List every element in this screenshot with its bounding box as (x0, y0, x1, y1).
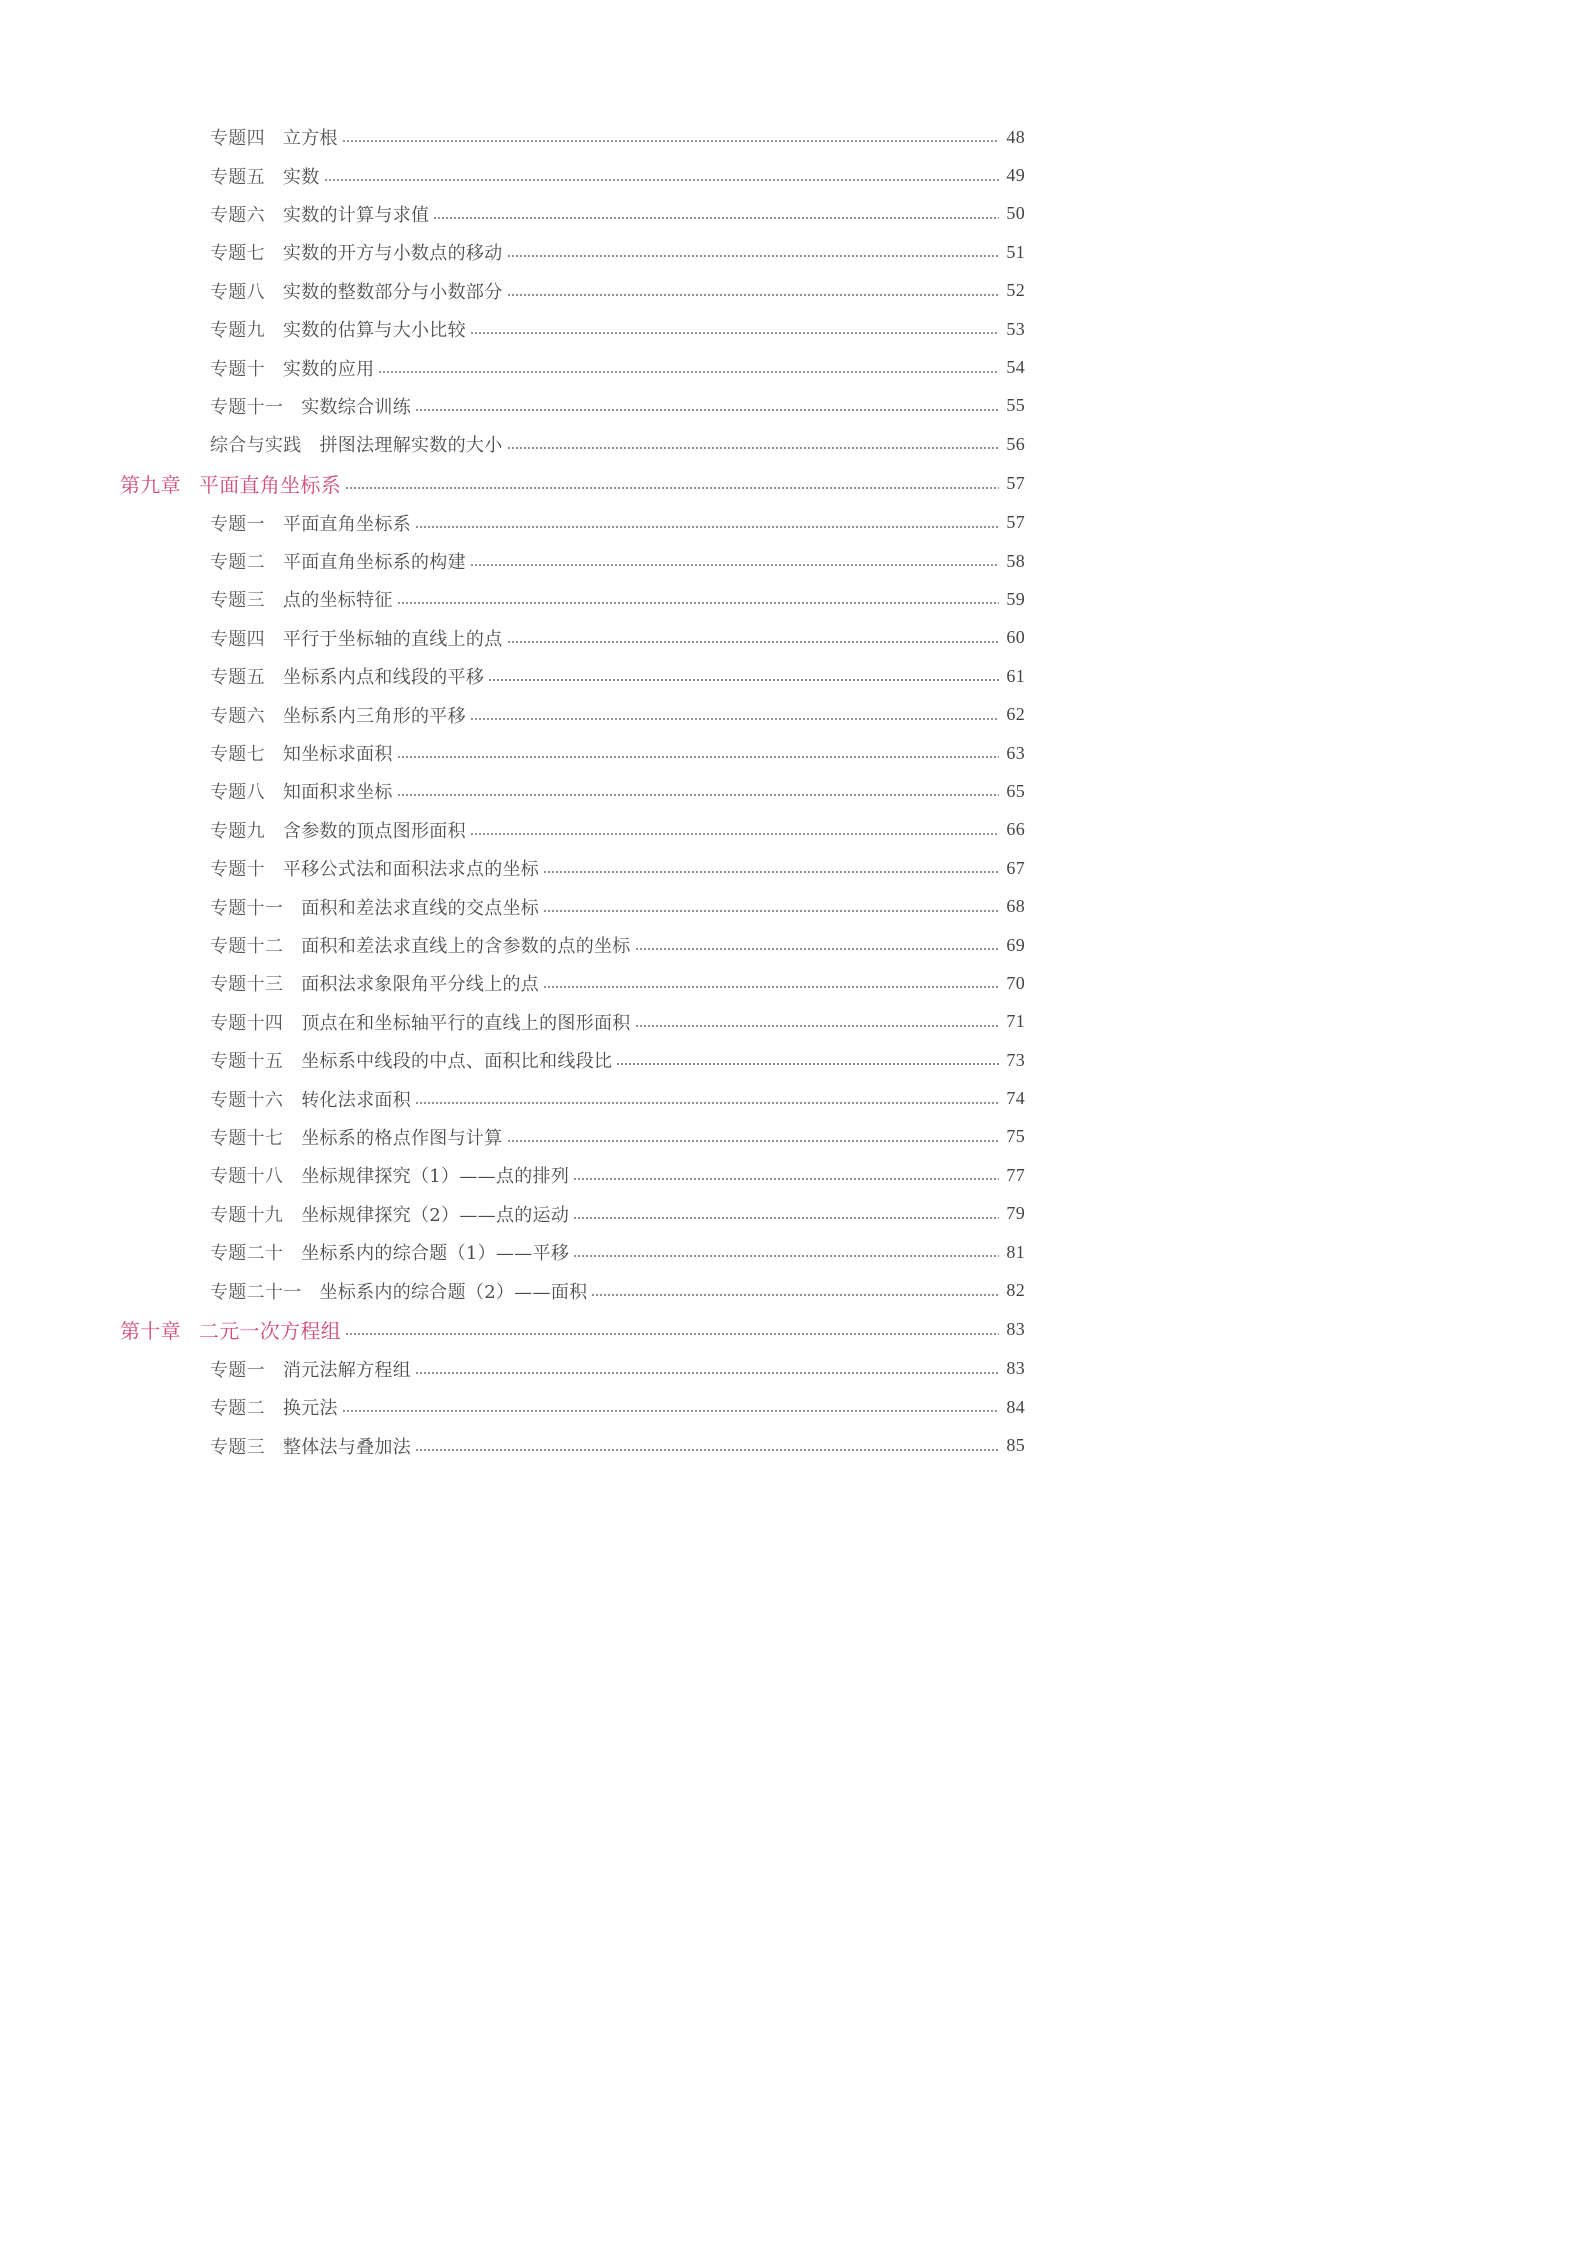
dot-leader (470, 718, 999, 720)
toc-section-entry (120, 580, 1025, 618)
page-number: 71 (1006, 1011, 1025, 1032)
dot-leader (415, 1102, 999, 1104)
section-number: 专题十七 (210, 1127, 284, 1149)
section-number: 专题八 (210, 782, 265, 804)
page-number: 56 (1006, 433, 1025, 454)
page-number: 84 (1006, 1396, 1025, 1417)
section-number: 专题十三 (210, 974, 284, 996)
section-title: 实数的估算与大小比较 (282, 320, 466, 342)
toc-section-entry (120, 926, 1025, 964)
page-number: 85 (1006, 1435, 1025, 1456)
page-number: 50 (1006, 203, 1025, 224)
toc-section-entry (120, 387, 1025, 425)
section-title: 实数的计算与求值 (282, 204, 430, 226)
dot-leader (635, 1025, 999, 1027)
dot-leader (543, 871, 999, 873)
toc-section-entry (120, 1156, 1025, 1194)
toc-section-entry (120, 811, 1025, 849)
section-title: 转化法求面积 (301, 1089, 412, 1111)
page-number: 52 (1006, 280, 1025, 301)
page-number: 74 (1006, 1088, 1025, 1109)
section-number: 专题十九 (210, 1204, 284, 1226)
page-number: 70 (1006, 972, 1025, 993)
toc-section-entry (120, 964, 1025, 1002)
page-number: 81 (1006, 1241, 1025, 1262)
toc-section-entry (120, 504, 1025, 542)
section-number: 专题十一 (210, 396, 284, 418)
dot-leader (470, 833, 999, 835)
section-number: 专题三 (210, 590, 265, 612)
toc-section-entry (120, 887, 1025, 925)
section-title: 消元法解方程组 (282, 1359, 412, 1381)
section-title: 拼图法理解实数的大小 (319, 435, 503, 457)
section-title: 实数的整数部分与小数部分 (282, 281, 503, 303)
dot-leader (507, 255, 999, 257)
page-number: 83 (1006, 1358, 1025, 1379)
dot-leader (342, 140, 999, 142)
toc-section-entry (120, 1427, 1025, 1465)
toc-section-entry (120, 772, 1025, 810)
section-number: 专题十六 (210, 1089, 284, 1111)
document-page (0, 0, 1120, 1586)
dot-leader (543, 910, 999, 912)
page-number: 57 (1006, 473, 1025, 494)
section-number: 专题二十一 (210, 1281, 302, 1303)
section-title: 知面积求坐标 (282, 782, 393, 804)
page-number: 75 (1006, 1126, 1025, 1147)
chapter-title: 平面直角坐标系 (198, 473, 342, 498)
section-number: 专题十 (210, 859, 265, 881)
section-title: 平移公式法和面积法求点的坐标 (282, 859, 540, 881)
dot-leader (397, 756, 999, 758)
table-of-contents (120, 118, 1025, 1465)
section-title: 平面直角坐标系 (282, 513, 412, 535)
toc-section-entry (120, 657, 1025, 695)
section-title: 坐标系内三角形的平移 (282, 705, 466, 727)
dot-leader (507, 1140, 999, 1142)
page-number: 79 (1006, 1203, 1025, 1224)
section-number: 专题八 (210, 281, 265, 303)
dot-leader (573, 1217, 999, 1219)
dot-leader (507, 294, 999, 296)
toc-section-entry (120, 1003, 1025, 1041)
section-title: 立方根 (282, 128, 338, 150)
toc-section-entry (120, 233, 1025, 271)
section-title: 坐标规律探究（1）——点的排列 (301, 1166, 570, 1188)
toc-chapter-entry (120, 464, 1025, 504)
page-number: 61 (1006, 665, 1025, 686)
section-title: 知坐标求面积 (282, 744, 393, 766)
section-number: 专题九 (210, 320, 265, 342)
chapter-title: 二元一次方程组 (198, 1319, 342, 1344)
dot-leader (573, 1255, 999, 1257)
dot-leader (415, 1449, 999, 1451)
toc-section-entry (120, 849, 1025, 887)
page-number: 60 (1006, 627, 1025, 648)
section-title: 含参数的顶点图形面积 (282, 820, 466, 842)
section-number: 专题六 (210, 705, 265, 727)
toc-section-entry (120, 619, 1025, 657)
section-title: 面积和差法求直线上的含参数的点的坐标 (301, 936, 631, 957)
dot-leader (324, 179, 999, 181)
page-number: 54 (1006, 357, 1025, 378)
dot-leader (507, 641, 999, 643)
dot-leader (470, 332, 999, 334)
dot-leader (635, 948, 999, 950)
section-number: 专题四 (210, 128, 265, 150)
section-number: 专题一 (210, 1359, 265, 1381)
section-number: 专题三 (210, 1436, 265, 1458)
section-title: 平行于坐标轴的直线上的点 (282, 628, 503, 650)
toc-section-entry (120, 734, 1025, 772)
page-number: 68 (1006, 896, 1025, 917)
section-title: 点的坐标特征 (282, 590, 393, 612)
chapter-number: 第九章 (120, 473, 181, 498)
page-number: 55 (1006, 395, 1025, 416)
page-number: 53 (1006, 318, 1025, 339)
dot-leader (470, 564, 999, 566)
section-title: 实数综合训练 (301, 396, 412, 418)
page-number: 57 (1006, 512, 1025, 533)
toc-section-entry (120, 1350, 1025, 1388)
page-number: 66 (1006, 819, 1025, 840)
section-number: 专题七 (210, 744, 265, 766)
toc-section-entry (120, 1233, 1025, 1271)
page-number: 62 (1006, 704, 1025, 725)
toc-section-entry (120, 118, 1025, 156)
page-number: 51 (1006, 241, 1025, 262)
dot-leader (488, 679, 999, 681)
section-number: 专题十八 (210, 1166, 284, 1188)
section-number: 专题十 (210, 358, 265, 380)
page-number: 65 (1006, 780, 1025, 801)
section-title: 实数 (282, 166, 320, 188)
toc-section-entry (120, 348, 1025, 386)
section-number: 专题五 (210, 166, 265, 188)
section-number: 专题十五 (210, 1051, 284, 1073)
toc-section-entry (120, 1195, 1025, 1233)
page-number: 77 (1006, 1164, 1025, 1185)
section-number: 专题六 (210, 204, 265, 226)
section-number: 专题五 (210, 667, 265, 689)
page-number: 59 (1006, 588, 1025, 609)
section-number: 专题十二 (210, 936, 284, 957)
toc-section-entry (120, 1079, 1025, 1117)
toc-section-entry (120, 156, 1025, 194)
section-title: 实数的开方与小数点的移动 (282, 243, 503, 265)
dot-leader (397, 602, 999, 604)
section-number: 专题二十 (210, 1243, 284, 1265)
toc-section-entry (120, 542, 1025, 580)
page-number: 67 (1006, 857, 1025, 878)
section-title: 坐标规律探究（2）——点的运动 (301, 1204, 570, 1226)
dot-leader (543, 986, 999, 988)
dot-leader (345, 487, 999, 489)
toc-section-entry (120, 1118, 1025, 1156)
section-number: 专题二 (210, 552, 265, 574)
section-title: 顶点在和坐标轴平行的直线上的图形面积 (301, 1012, 631, 1034)
section-number: 专题七 (210, 243, 265, 265)
toc-section-entry (120, 195, 1025, 233)
section-title: 坐标系的格点作图与计算 (301, 1127, 503, 1149)
dot-leader (415, 409, 999, 411)
dot-leader (573, 1178, 999, 1180)
page-number: 73 (1006, 1049, 1025, 1070)
page-number: 82 (1006, 1280, 1025, 1301)
section-title: 面积法求象限角平分线上的点 (301, 974, 540, 996)
toc-section-entry (120, 425, 1025, 463)
toc-chapter-entry (120, 1310, 1025, 1350)
section-title: 坐标系内点和线段的平移 (282, 667, 485, 689)
section-number: 专题一 (210, 513, 265, 535)
section-number: 综合与实践 (210, 435, 302, 457)
dot-leader (378, 371, 999, 373)
toc-section-entry (120, 695, 1025, 733)
section-title: 实数的应用 (282, 358, 375, 380)
section-title: 坐标系中线段的中点、面积比和线段比 (301, 1051, 613, 1073)
toc-section-entry (120, 1041, 1025, 1079)
toc-section-entry (120, 1271, 1025, 1309)
toc-section-entry (120, 272, 1025, 310)
section-number: 专题四 (210, 628, 265, 650)
section-title: 面积和差法求直线的交点坐标 (301, 897, 540, 919)
dot-leader (415, 526, 999, 528)
section-number: 专题十四 (210, 1012, 284, 1034)
dot-leader (397, 794, 999, 796)
dot-leader (591, 1294, 999, 1296)
dot-leader (616, 1063, 999, 1065)
page-number: 48 (1006, 126, 1025, 147)
section-title: 平面直角坐标系的构建 (282, 552, 466, 574)
dot-leader (433, 217, 999, 219)
dot-leader (342, 1410, 999, 1412)
section-title: 坐标系内的综合题（2）——面积 (319, 1281, 588, 1303)
section-number: 专题十一 (210, 897, 284, 919)
section-title: 坐标系内的综合题（1）——平移 (301, 1243, 570, 1265)
page-number: 58 (1006, 550, 1025, 571)
toc-section-entry (120, 1388, 1025, 1426)
section-number: 专题九 (210, 820, 265, 842)
dot-leader (345, 1333, 999, 1335)
dot-leader (507, 447, 1000, 449)
page-number: 49 (1006, 165, 1025, 186)
page-number: 69 (1006, 934, 1025, 955)
toc-section-entry (120, 310, 1025, 348)
dot-leader (415, 1372, 999, 1374)
page-number: 63 (1006, 742, 1025, 763)
page-number: 83 (1006, 1319, 1025, 1340)
section-title: 整体法与叠加法 (282, 1436, 412, 1458)
section-title: 换元法 (282, 1398, 338, 1420)
section-number: 专题二 (210, 1398, 265, 1420)
chapter-number: 第十章 (120, 1319, 181, 1344)
